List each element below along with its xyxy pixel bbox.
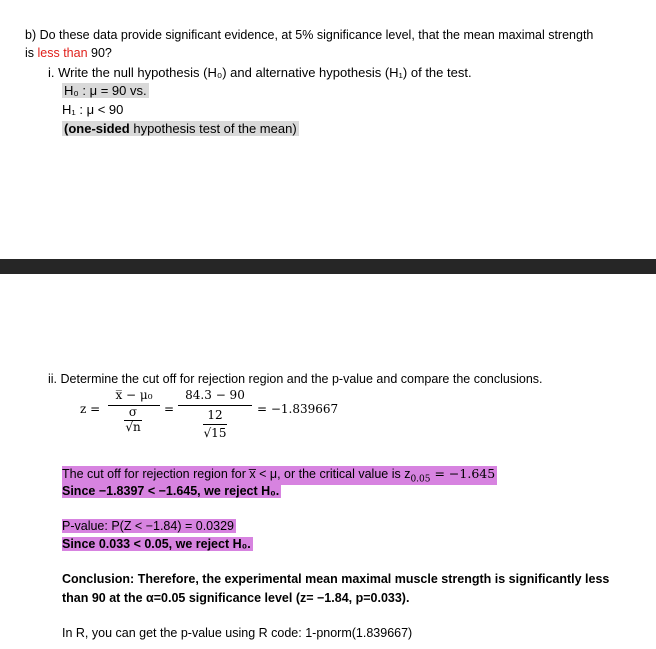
pvalue-line: P-value: P(Z < −1.84) = 0.0329 (62, 519, 234, 533)
less-than-text: less than (37, 46, 88, 60)
formula-eq1: = (164, 402, 175, 416)
conclusion-line2: than 90 at the α=0.05 significance level (z= −1.84, p=0.033). (62, 591, 410, 605)
question-b-line1: b) Do these data provide significant evidence, at 5% significance level, that the mean maximal strength (25, 28, 594, 42)
formula-twelve: 12 (207, 408, 223, 422)
cutoff-text: The cut off for rejection region for x̅ < μ, or the critical value is z (62, 467, 411, 481)
cutoff-line (62, 466, 497, 485)
cutoff-subscript: 0.05 (410, 474, 431, 485)
formula-num1: x̅ − μ₀ (115, 388, 153, 402)
divider-band (0, 259, 656, 274)
fraction-bar-2 (178, 405, 252, 406)
alt-hypothesis: H₁ : μ < 90 (62, 102, 124, 117)
formula-num2: 84.3 − 90 (185, 388, 245, 402)
formula-sqrt15: √15 (203, 426, 227, 440)
formula-sqrt-n: √n (125, 420, 141, 434)
part-i-heading: i. Write the null hypothesis (H₀) and alternative hypothesis (H₁) of the test. (48, 65, 472, 80)
cutoff-value: = −1.645 (430, 466, 496, 481)
formula-sigma: σ (128, 405, 138, 419)
formula-eq2: = −1.839667 (257, 402, 339, 416)
part-ii-heading: ii. Determine the cut off for rejection region and the p-value and compare the conclusions. (48, 372, 543, 386)
conclusion-line1: Conclusion: Therefore, the experimental mean maximal muscle strength is significantly less (62, 572, 610, 586)
question-b-line2 (25, 46, 112, 60)
pvalue-conclusion: Since 0.033 < 0.05, we reject H₀. (62, 537, 251, 551)
r-code-note: In R, you can get the p-value using R code: 1-pnorm(1.839667) (62, 626, 413, 640)
fraction-bar-12 (203, 424, 227, 425)
formula-z: z = (80, 402, 101, 416)
question-b-prefix: is (25, 46, 38, 60)
question-b-suffix: 90? (87, 46, 112, 60)
one-sided-note (62, 121, 299, 136)
null-hypothesis: H₀ : μ = 90 vs. (64, 83, 147, 98)
one-sided-label: (one-sided (64, 121, 130, 136)
cutoff-conclusion: Since −1.8397 < −1.645, we reject H₀. (62, 484, 280, 498)
one-sided-rest: hypothesis test of the mean) (129, 121, 297, 136)
